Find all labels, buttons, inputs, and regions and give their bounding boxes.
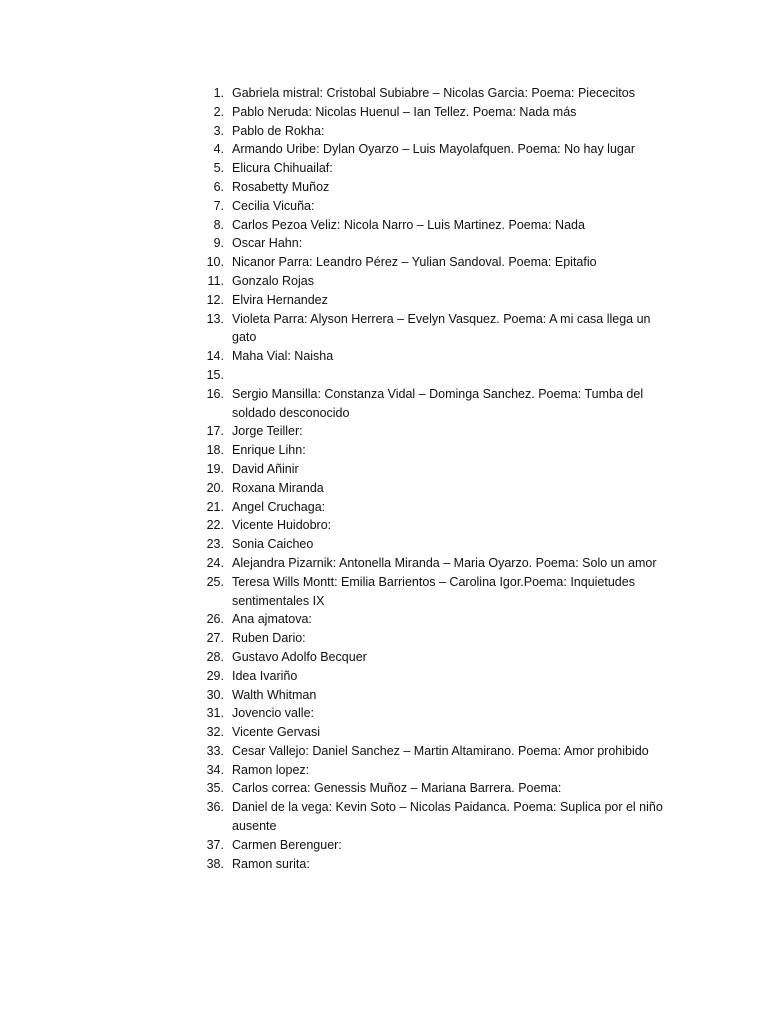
list-item-text: Nicanor Parra: Leandro Pérez – Yulian Sandoval. Poema: Epitafio: [232, 255, 597, 270]
list-item-text: Pablo de Rokha:: [232, 123, 325, 138]
list-item: [196, 535, 676, 554]
list-item-number: 29.: [206, 668, 224, 683]
list-item-number: 33.: [206, 743, 224, 758]
list-item-number: 11.: [207, 273, 224, 288]
list-item-number: 27.: [206, 631, 224, 646]
list-item: [196, 84, 676, 103]
list-item: [196, 667, 676, 686]
list-item: [196, 686, 676, 705]
list-item-number: 13.: [206, 311, 224, 326]
list-item-number: 31.: [206, 706, 224, 721]
list-item-number: 3.: [213, 123, 224, 138]
list-item-number: 22.: [206, 518, 224, 533]
list-item: [196, 178, 676, 197]
list-item-number: 26.: [206, 612, 224, 627]
list-item: [196, 610, 676, 629]
list-item-number: 10.: [206, 255, 224, 270]
list-item-text: Gonzalo Rojas: [232, 273, 314, 288]
list-item-number: 18.: [206, 443, 224, 458]
list-item-number: 25.: [206, 574, 224, 589]
list-item: [196, 723, 676, 742]
list-item-text: Alejandra Pizarnik: Antonella Miranda – Maria Oyarzo. Poema: Solo un amor: [232, 555, 657, 570]
list-item: [196, 798, 676, 836]
list-item-text: Ramon surita:: [232, 856, 310, 871]
list-item-text: Maha Vial: Naisha: [232, 349, 334, 364]
list-item-number: 23.: [206, 537, 224, 552]
list-item-text: Teresa Wills Montt: Emilia Barrientos – Carolina Igor.Poema: Inquietudes sentimentales IX: [232, 574, 635, 608]
list-item-text: Jorge Teiller:: [232, 424, 303, 439]
list-item-number: 14.: [206, 349, 224, 364]
list-item: [196, 554, 676, 573]
list-item-number: 5.: [213, 161, 224, 176]
list-item-number: 7.: [213, 198, 224, 213]
list-item-text: Oscar Hahn:: [232, 236, 303, 251]
list-item-number: 35.: [206, 781, 224, 796]
list-item-number: 34.: [206, 762, 224, 777]
list-item-text: Violeta Parra: Alyson Herrera – Evelyn Vasquez. Poema: A mi casa llega un gato: [232, 311, 651, 345]
list-item-number: 36.: [206, 800, 224, 815]
list-item: [196, 122, 676, 141]
list-item: [196, 629, 676, 648]
list-item-text: [232, 366, 676, 385]
list-item-text: Elvira Hernandez: [232, 292, 328, 307]
list-item-number: 4.: [213, 142, 224, 157]
list-item: [196, 216, 676, 235]
list-item-number: 38.: [206, 856, 224, 871]
list-item-number: 15.: [206, 367, 224, 382]
list-item-number: 1.: [213, 86, 224, 100]
list-item-text: Daniel de la vega: Kevin Soto – Nicolas Paidanca. Poema: Suplica por el niño ausente: [232, 800, 663, 834]
list-item: [196, 498, 676, 517]
list-item-number: 12.: [206, 292, 224, 307]
list-item-text: Idea Ivariño: [232, 668, 298, 683]
list-item: [196, 234, 676, 253]
list-item: [196, 648, 676, 667]
list-item-text: Ramon lopez:: [232, 762, 310, 777]
list-item-text: Carlos correa: Genessis Muñoz – Mariana Barrera. Poema:: [232, 781, 562, 796]
list-item: [196, 441, 676, 460]
list-item: [196, 479, 676, 498]
list-item-text: Vicente Gervasi: [232, 725, 321, 740]
list-item-text: Enrique Lihn:: [232, 443, 306, 458]
list-item-number: 8.: [213, 217, 224, 232]
list-item-number: 32.: [206, 725, 224, 740]
list-item-text: Ruben Dario:: [232, 631, 306, 646]
list-item: [196, 836, 676, 855]
list-item-text: Gabriela mistral: Cristobal Subiabre – Nicolas Garcia: Poema: Piececitos: [232, 86, 635, 100]
list-item: [196, 272, 676, 291]
list-item-text: Sergio Mansilla: Constanza Vidal – Dominga Sanchez. Poema: Tumba del soldado desconocido: [232, 386, 644, 420]
list-item-text: Carmen Berenguer:: [232, 837, 342, 852]
list-item: [196, 159, 676, 178]
list-item-text: Armando Uribe: Dylan Oyarzo – Luis Mayolafquen. Poema: No hay lugar: [232, 142, 635, 157]
list-item: [196, 460, 676, 479]
list-item-text: Rosabetty Muñoz: [232, 179, 330, 194]
list-item-text: Cecilia Vicuña:: [232, 198, 315, 213]
list-item-text: Roxana Miranda: [232, 480, 324, 495]
list-item-number: 16.: [206, 386, 224, 401]
list-item-text: Jovencio valle:: [232, 706, 314, 721]
list-item-number: 2.: [213, 104, 224, 119]
list-item-number: 17.: [206, 424, 224, 439]
list-item-text: Gustavo Adolfo Becquer: [232, 649, 367, 664]
list-item-number: 30.: [206, 687, 224, 702]
list-item-number: 24.: [206, 555, 224, 570]
list-item: [196, 253, 676, 272]
list-item: [196, 761, 676, 780]
list-item: [196, 516, 676, 535]
list-item: [196, 422, 676, 441]
list-item: [196, 855, 676, 874]
list-item: [196, 347, 676, 366]
list-item: [196, 742, 676, 761]
list-item: [196, 140, 676, 159]
list-item: [196, 704, 676, 723]
list-item: [196, 366, 676, 385]
list-item-number: 28.: [206, 649, 224, 664]
list-item-text: Vicente Huidobro:: [232, 518, 332, 533]
list-item-text: Angel Cruchaga:: [232, 499, 326, 514]
list-item: [196, 197, 676, 216]
list-item-number: 6.: [213, 179, 224, 194]
list-item-number: 20.: [206, 480, 224, 495]
list-item-text: David Añinir: [232, 461, 299, 476]
list-item-number: 9.: [213, 236, 224, 251]
list-item-text: Elicura Chihuailaf:: [232, 161, 333, 176]
list-item: [196, 103, 676, 122]
list-item-number: 19.: [206, 461, 224, 476]
list-item-text: Pablo Neruda: Nicolas Huenul – Ian Tellez. Poema: Nada más: [232, 104, 577, 119]
list-item: [196, 779, 676, 798]
list-item: [196, 310, 676, 348]
list-item-text: Walth Whitman: [232, 687, 317, 702]
list-item-text: Cesar Vallejo: Daniel Sanchez – Martin Altamirano. Poema: Amor prohibido: [232, 743, 649, 758]
list-item: [196, 573, 676, 611]
list-item-text: Ana ajmatova:: [232, 612, 312, 627]
list-item-text: Sonia Caicheo: [232, 537, 314, 552]
list-item-number: 37.: [206, 837, 224, 852]
list-item: [196, 385, 676, 423]
numbered-list: [196, 84, 676, 873]
list-item-text: Carlos Pezoa Veliz: Nicola Narro – Luis Martinez. Poema: Nada: [232, 217, 585, 232]
list-item-number: 21.: [206, 499, 224, 514]
list-item: [196, 291, 676, 310]
